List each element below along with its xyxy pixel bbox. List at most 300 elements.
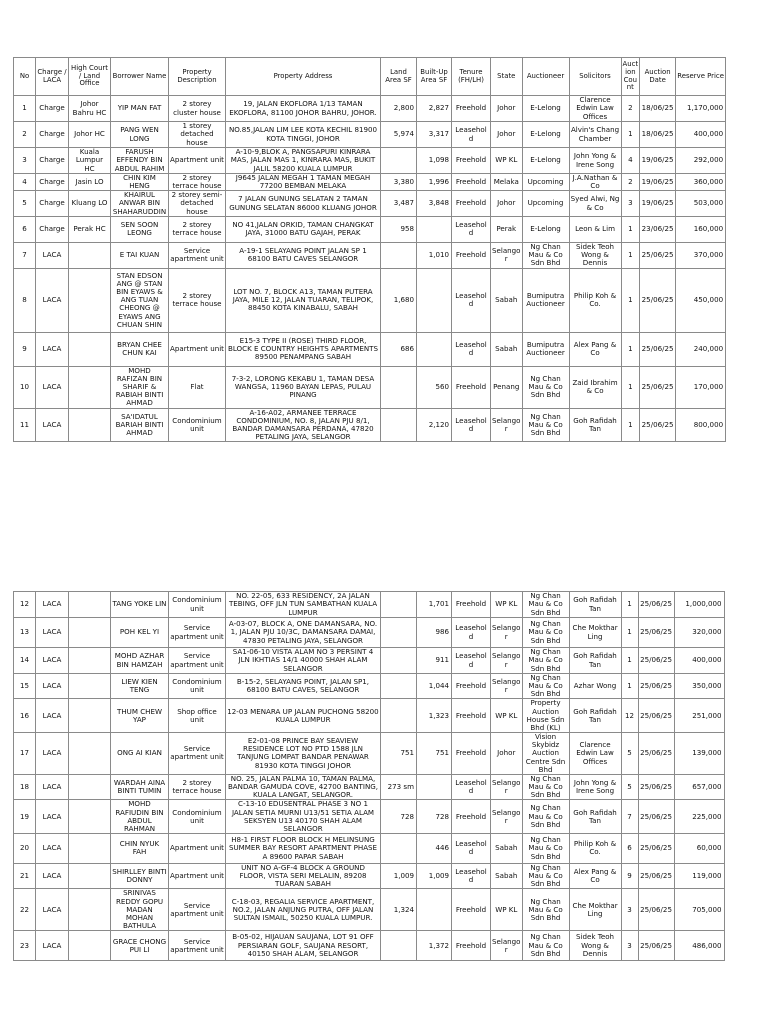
auction-count: 1	[621, 618, 638, 648]
property-address: E15-3 TYPE II (ROSE) THIRD FLOOR, BLOCK E COUNTRY HEIGHTS APARTMENTS 89500 PENAMPANG SABAH	[226, 332, 381, 366]
borrower-name: BRYAN CHEE CHUN KAI	[111, 332, 169, 366]
property-description: Service apartment unit	[169, 242, 226, 268]
table-row	[14, 332, 726, 366]
solicitors: Che Mokthar Ling	[569, 889, 621, 931]
col-header: Property Address	[226, 58, 381, 96]
built-up-area: 560	[417, 366, 452, 408]
court-office	[69, 332, 111, 366]
auctioneer: Ng Chan Mau & Co Sdn Bhd	[522, 833, 569, 863]
property-address: NO. 22-05, 633 RESIDENCY, 2A JALAN TEBING, OFF JLN TUN SAMBATHAN KUALA LUMPUR	[226, 592, 381, 618]
table-row	[14, 191, 726, 216]
solicitors: Goh Rafidah Tan	[569, 800, 621, 834]
borrower-name: FARUSH EFFENDY BIN ABDUL RAHIM	[111, 148, 169, 174]
solicitors: Syed Alwi, Ng & Co	[569, 191, 621, 216]
land-area: 2,800	[381, 96, 417, 122]
built-up-area: 1,996	[417, 174, 452, 191]
row-number: 10	[14, 366, 36, 408]
court-office	[69, 618, 111, 648]
borrower-name: E TAI KUAN	[111, 242, 169, 268]
charge-type: LACA	[36, 800, 69, 834]
reserve-price: 800,000	[676, 408, 726, 442]
table-row	[14, 366, 726, 408]
solicitors: John Yong & Irene Song	[569, 148, 621, 174]
auctioneer: Ng Chan Mau & Co Sdn Bhd	[522, 800, 569, 834]
auction-count: 3	[621, 889, 638, 931]
auction-count: 1	[621, 242, 640, 268]
land-area: 273 sm	[381, 774, 417, 799]
auction-count: 3	[621, 931, 638, 961]
borrower-name: CHIN KIM HENG	[111, 174, 169, 191]
reserve-price: 350,000	[674, 674, 724, 699]
built-up-area: 446	[417, 833, 452, 863]
solicitors: Goh Rafidah Tan	[569, 648, 621, 674]
built-up-area: 1,044	[417, 674, 452, 699]
property-description: Apartment unit	[169, 148, 226, 174]
col-header: State	[491, 58, 523, 96]
property-address: NO 41,JALAN ORKID, TAMAN CHANGKAT JAYA, 31000 BATU GAJAH, PERAK	[226, 216, 381, 242]
property-address: A-16-A02, ARMANEE TERRACE CONDOMINIUM, NO. 8, JALAN PJU 8/1, BANDAR DAMANSARA PERDANA, 47820 PETALING JAYA, SELANGOR	[226, 408, 381, 442]
court-office	[69, 833, 111, 863]
solicitors: Sidek Teoh Wong & Dennis	[569, 242, 621, 268]
state: Sabah	[491, 863, 523, 888]
table-row	[14, 96, 726, 122]
col-header: Auct ion Cou nt	[621, 58, 640, 96]
row-number: 15	[14, 674, 36, 699]
row-number: 21	[14, 863, 36, 888]
land-area	[381, 648, 417, 674]
auction-count: 1	[621, 122, 640, 148]
reserve-price: 170,000	[676, 366, 726, 408]
property-address: NO.85,JALAN LIM LEE KOTA KECHIL 81900 KOTA TINGGI, JOHOR	[226, 122, 381, 148]
row-number: 17	[14, 733, 36, 775]
tenure: Freehold	[452, 96, 491, 122]
tenure: Leasehol d	[452, 216, 491, 242]
charge-type: LACA	[36, 408, 69, 442]
row-number: 19	[14, 800, 36, 834]
auction-date: 25/06/25	[638, 648, 674, 674]
tenure: Freehold	[452, 699, 491, 733]
auction-table-bottom	[13, 591, 725, 961]
auction-date: 25/06/25	[640, 268, 676, 332]
borrower-name: TANG YOKE LIN	[111, 592, 169, 618]
auction-date: 25/06/25	[638, 800, 674, 834]
court-office: Kuala Lumpur HC	[69, 148, 111, 174]
solicitors: Azhar Wong	[569, 674, 621, 699]
auctioneer: Bumiputra Auctioneer	[522, 332, 569, 366]
built-up-area: 751	[417, 733, 452, 775]
row-number: 9	[14, 332, 36, 366]
auction-date: 25/06/25	[640, 408, 676, 442]
row-number: 16	[14, 699, 36, 733]
auction-date: 25/06/25	[640, 366, 676, 408]
auction-count: 1	[621, 592, 638, 618]
court-office	[69, 800, 111, 834]
land-area: 728	[381, 800, 417, 834]
table-row	[14, 268, 726, 332]
property-address: A-19-1 SELAYANG POINT JALAN SP 1 68100 BATU CAVES SELANGOR	[226, 242, 381, 268]
col-header: Charge / LACA	[36, 58, 69, 96]
solicitors: Alvin's Chang Chamber	[569, 122, 621, 148]
auction-date: 25/06/25	[638, 699, 674, 733]
reserve-price: 60,000	[674, 833, 724, 863]
property-description: Condominium unit	[169, 408, 226, 442]
table-row	[14, 648, 725, 674]
auction-count: 1	[621, 332, 640, 366]
tenure: Leasehol d	[452, 122, 491, 148]
court-office	[69, 699, 111, 733]
auction-date: 25/06/25	[638, 674, 674, 699]
property-description: Apartment unit	[169, 863, 226, 888]
borrower-name: MOHD RAFIZAN BIN SHARIF & RABIAH BINTI AHMAD	[111, 366, 169, 408]
built-up-area	[417, 774, 452, 799]
auctioneer: Ng Chan Mau & Co Sdn Bhd	[522, 863, 569, 888]
borrower-name: ONG AI KIAN	[111, 733, 169, 775]
table-row	[14, 889, 725, 931]
built-up-area: 911	[417, 648, 452, 674]
land-area	[381, 833, 417, 863]
property-address: C-18-03, REGALIA SERVICE APARTMENT, NO.2, JALAN ANJUNG PUTRA, OFF JALAN SULTAN ISMAIL, 50250 KUALA LUMPUR.	[226, 889, 381, 931]
reserve-price: 225,000	[674, 800, 724, 834]
solicitors: Goh Rafidah Tan	[569, 699, 621, 733]
property-description: 2 storey cluster house	[169, 96, 226, 122]
charge-type: Charge	[36, 174, 69, 191]
property-description: 1 storey detached house	[169, 122, 226, 148]
court-office	[69, 931, 111, 961]
reserve-price: 1,000,000	[674, 592, 724, 618]
borrower-name: WARDAH AINA BINTI TUMIN	[111, 774, 169, 799]
land-area: 686	[381, 332, 417, 366]
auction-date: 25/06/25	[640, 242, 676, 268]
reserve-price: 360,000	[676, 174, 726, 191]
auctioneer: Ng Chan Mau & Co Sdn Bhd	[522, 674, 569, 699]
table-row	[14, 148, 726, 174]
property-address: C-13-10 EDUSENTRAL PHASE 3 NO 1 JALAN SETIA MURNI U13/51 SETIA ALAM SEKSYEN U13 40170 SHAH ALAM SELANGOR	[226, 800, 381, 834]
state: Selango r	[491, 774, 523, 799]
charge-type: LACA	[36, 931, 69, 961]
row-number: 11	[14, 408, 36, 442]
charge-type: Charge	[36, 191, 69, 216]
property-address: 7 JALAN GUNUNG SELATAN 2 TAMAN GUNUNG SELATAN 86000 KLUANG JOHOR	[226, 191, 381, 216]
property-description: Condominium unit	[169, 800, 226, 834]
auctioneer: Property Auction House Sdn Bhd (KL)	[522, 699, 569, 733]
land-area: 751	[381, 733, 417, 775]
land-area	[381, 931, 417, 961]
land-area	[381, 618, 417, 648]
property-address: E2-01-08 PRINCE BAY SEAVIEW RESIDENCE LOT NO PTD 1588 JLN TANJUNG LOMPAT BANDAR PENAWAR 81930 KOTA TINGGI JOHOR	[226, 733, 381, 775]
row-number: 14	[14, 648, 36, 674]
court-office	[69, 863, 111, 888]
charge-type: LACA	[36, 366, 69, 408]
built-up-area: 2,120	[417, 408, 452, 442]
reserve-price: 486,000	[674, 931, 724, 961]
table-row	[14, 733, 725, 775]
property-description: 2 storey terrace house	[169, 216, 226, 242]
auction-count: 4	[621, 148, 640, 174]
property-address: A-03-07, BLOCK A, ONE DAMANSARA, NO. 1, JALAN PJU 10/3C, DAMANSARA DAMAI, 47830 PETALING JAYA, SELANGOR	[226, 618, 381, 648]
col-header: Auction Date	[640, 58, 676, 96]
solicitors: Clarence Edwin Law Offices	[569, 96, 621, 122]
auctioneer: E-Lelong	[522, 216, 569, 242]
auction-date: 18/06/25	[640, 96, 676, 122]
solicitors: Leon & Lim	[569, 216, 621, 242]
auctioneer: Ng Chan Mau & Co Sdn Bhd	[522, 648, 569, 674]
col-header: Borrower Name	[111, 58, 169, 96]
court-office	[69, 733, 111, 775]
borrower-name: CHIN NYUK FAH	[111, 833, 169, 863]
charge-type: LACA	[36, 733, 69, 775]
court-office: Johor HC	[69, 122, 111, 148]
built-up-area	[417, 332, 452, 366]
solicitors: Goh Rafidah Tan	[569, 592, 621, 618]
auctioneer: E-Lelong	[522, 122, 569, 148]
borrower-name: SHIRLLEY BINTI DONNY	[111, 863, 169, 888]
reserve-price: 1,170,000	[676, 96, 726, 122]
built-up-area: 2,827	[417, 96, 452, 122]
reserve-price: 400,000	[676, 122, 726, 148]
auction-count: 5	[621, 774, 638, 799]
borrower-name: THUM CHEW YAP	[111, 699, 169, 733]
borrower-name: SA'IDATUL BARIAH BINTI AHMAD	[111, 408, 169, 442]
land-area	[381, 242, 417, 268]
row-number: 3	[14, 148, 36, 174]
table-row	[14, 618, 725, 648]
auction-date: 25/06/25	[638, 618, 674, 648]
auction-count: 9	[621, 863, 638, 888]
tenure: Freehold	[452, 931, 491, 961]
table-header-row	[14, 58, 726, 96]
charge-type: LACA	[36, 774, 69, 799]
tenure: Leasehol d	[452, 774, 491, 799]
table-row	[14, 863, 725, 888]
tenure: Leasehol d	[452, 332, 491, 366]
state: Johor	[491, 96, 523, 122]
auction-count: 1	[621, 268, 640, 332]
auction-date: 18/06/25	[640, 122, 676, 148]
state: Johor	[491, 733, 523, 775]
auction-count: 6	[621, 833, 638, 863]
built-up-area: 1,009	[417, 863, 452, 888]
auctioneer: Ng Chan Mau & Co Sdn Bhd	[522, 408, 569, 442]
borrower-name: LIEW KIEN TENG	[111, 674, 169, 699]
auctioneer: Ng Chan Mau & Co Sdn Bhd	[522, 931, 569, 961]
auction-date: 19/06/25	[640, 191, 676, 216]
table-row	[14, 174, 726, 191]
tenure: Leasehol d	[452, 833, 491, 863]
built-up-area: 3,317	[417, 122, 452, 148]
table-row	[14, 674, 725, 699]
row-number: 23	[14, 931, 36, 961]
property-address: A-10-9,BLOK A, PANGSAPURI KINRARA MAS, JALAN MAS 1, KINRARA MAS, BUKIT JALIL 58200 KUALA LUMPUR	[226, 148, 381, 174]
court-office	[69, 242, 111, 268]
court-office	[69, 774, 111, 799]
auctioneer: E-Lelong	[522, 96, 569, 122]
property-description: Service apartment unit	[169, 889, 226, 931]
table-row	[14, 408, 726, 442]
solicitors: Clarence Edwin Law Offices	[569, 733, 621, 775]
auctioneer: Upcoming	[522, 174, 569, 191]
charge-type: LACA	[36, 833, 69, 863]
state: Sabah	[491, 332, 523, 366]
auction-date: 23/06/25	[640, 216, 676, 242]
property-description: Service apartment unit	[169, 618, 226, 648]
col-header: High Court / Land Office	[69, 58, 111, 96]
property-address: H8-1 FIRST FLOOR BLOCK H MELINSUNG SUMMER BAY RESORT APARTMENT PHASE A 89600 PAPAR SABAH	[226, 833, 381, 863]
land-area: 1,324	[381, 889, 417, 931]
property-description: Service apartment unit	[169, 648, 226, 674]
court-office: Johor Bahru HC	[69, 96, 111, 122]
col-header: Auctioneer	[522, 58, 569, 96]
solicitors: Sidek Teoh Wong & Dennis	[569, 931, 621, 961]
auctioneer: Ng Chan Mau & Co Sdn Bhd	[522, 774, 569, 799]
land-area	[381, 592, 417, 618]
state: Selango r	[491, 800, 523, 834]
auction-count: 1	[621, 674, 638, 699]
state: WP KL	[491, 699, 523, 733]
charge-type: Charge	[36, 96, 69, 122]
built-up-area: 1,098	[417, 148, 452, 174]
state: Penang	[491, 366, 523, 408]
built-up-area: 1,372	[417, 931, 452, 961]
property-address: 19, JALAN EKOFLORA 1/13 TAMAN EKOFLORA, 81100 JOHOR BAHRU, JOHOR.	[226, 96, 381, 122]
tenure: Freehold	[452, 366, 491, 408]
reserve-price: 450,000	[676, 268, 726, 332]
col-header: Land Area SF	[381, 58, 417, 96]
built-up-area: 1,701	[417, 592, 452, 618]
property-address: 7-3-2, LORONG KEKABU 1, TAMAN DESA WANGSA, 11960 BAYAN LEPAS, PULAU PINANG	[226, 366, 381, 408]
land-area: 958	[381, 216, 417, 242]
charge-type: LACA	[36, 242, 69, 268]
land-area: 3,487	[381, 191, 417, 216]
tenure: Leasehol d	[452, 618, 491, 648]
state: Sabah	[491, 268, 523, 332]
reserve-price: 370,000	[676, 242, 726, 268]
auctioneer: Upcoming	[522, 191, 569, 216]
reserve-price: 705,000	[674, 889, 724, 931]
table-row	[14, 592, 725, 618]
court-office: Jasin LO	[69, 174, 111, 191]
solicitors: Che Mokthar Ling	[569, 618, 621, 648]
property-address: NO. 25, JALAN PALMA 10, TAMAN PALMA, BANDAR GAMUDA COVE, 42700 BANTING, KUALA LANGAT, SELANGOR.	[226, 774, 381, 799]
auction-count: 2	[621, 174, 640, 191]
court-office	[69, 889, 111, 931]
auction-date: 25/06/25	[638, 774, 674, 799]
auction-count: 1	[621, 408, 640, 442]
court-office	[69, 674, 111, 699]
charge-type: LACA	[36, 889, 69, 931]
property-address: 12-03 MENARA UP JALAN PUCHONG 58200 KUALA LUMPUR	[226, 699, 381, 733]
table-row	[14, 216, 726, 242]
land-area	[381, 148, 417, 174]
auctioneer: Ng Chan Mau & Co Sdn Bhd	[522, 592, 569, 618]
auction-date: 25/06/25	[638, 863, 674, 888]
court-office: Perak HC	[69, 216, 111, 242]
row-number: 6	[14, 216, 36, 242]
col-header: Built-Up Area SF	[417, 58, 452, 96]
solicitors: John Yong & Irene Song	[569, 774, 621, 799]
charge-type: Charge	[36, 216, 69, 242]
property-description: Apartment unit	[169, 833, 226, 863]
charge-type: LACA	[36, 592, 69, 618]
property-description: Apartment unit	[169, 332, 226, 366]
state: WP KL	[491, 148, 523, 174]
table-row	[14, 833, 725, 863]
auction-table-top	[13, 57, 726, 442]
reserve-price: 251,000	[674, 699, 724, 733]
auction-count: 2	[621, 96, 640, 122]
state: Johor	[491, 191, 523, 216]
tenure: Leasehol d	[452, 863, 491, 888]
row-number: 22	[14, 889, 36, 931]
tenure: Leasehol d	[452, 648, 491, 674]
auction-count: 5	[621, 733, 638, 775]
auction-count: 7	[621, 800, 638, 834]
solicitors: Philip Koh & Co.	[569, 833, 621, 863]
reserve-price: 119,000	[674, 863, 724, 888]
property-address: UNIT NO A-GF-4 BLOCK A GROUND FLOOR, VISTA SERI MELALIN, 89208 TUARAN SABAH	[226, 863, 381, 888]
charge-type: LACA	[36, 699, 69, 733]
auction-date: 25/06/25	[638, 592, 674, 618]
court-office	[69, 648, 111, 674]
borrower-name: POH KEL YI	[111, 618, 169, 648]
reserve-price: 657,000	[674, 774, 724, 799]
borrower-name: STAN EDSON ANG @ STAN BIN EYAWS & ANG TUAN CHEONG @ EYAWS ANG CHUAN SHIN	[111, 268, 169, 332]
state: Selango r	[491, 618, 523, 648]
property-description: Service apartment unit	[169, 931, 226, 961]
col-header: Solicitors	[569, 58, 621, 96]
borrower-name: KHAIRUL ANWAR BIN SHAHARUDDIN	[111, 191, 169, 216]
auction-count: 1	[621, 366, 640, 408]
auction-count: 12	[621, 699, 638, 733]
table-row	[14, 699, 725, 733]
col-header: Reserve Price	[676, 58, 726, 96]
property-description: 2 storey terrace house	[169, 268, 226, 332]
state: Melaka	[491, 174, 523, 191]
built-up-area: 1,010	[417, 242, 452, 268]
row-number: 20	[14, 833, 36, 863]
auction-count: 1	[621, 648, 638, 674]
borrower-name: MOHD AZHAR BIN HAMZAH	[111, 648, 169, 674]
built-up-area	[417, 268, 452, 332]
state: WP KL	[491, 889, 523, 931]
reserve-price: 160,000	[676, 216, 726, 242]
tenure: Freehold	[452, 889, 491, 931]
built-up-area	[417, 889, 452, 931]
reserve-price: 139,000	[674, 733, 724, 775]
state: Selango r	[491, 408, 523, 442]
col-header: Tenure (FH/LH)	[452, 58, 491, 96]
auctioneer: Vision Skybidz Auction Centre Sdn Bhd	[522, 733, 569, 775]
row-number: 12	[14, 592, 36, 618]
tenure: Freehold	[452, 174, 491, 191]
reserve-price: 320,000	[674, 618, 724, 648]
land-area	[381, 408, 417, 442]
state: Perak	[491, 216, 523, 242]
charge-type: Charge	[36, 148, 69, 174]
tenure: Freehold	[452, 800, 491, 834]
state: Sabah	[491, 833, 523, 863]
charge-type: Charge	[36, 122, 69, 148]
tenure: Leasehol d	[452, 408, 491, 442]
property-description: 2 storey terrace house	[169, 174, 226, 191]
borrower-name: YIP MAN FAT	[111, 96, 169, 122]
row-number: 13	[14, 618, 36, 648]
auction-count: 3	[621, 191, 640, 216]
property-description: Condominium unit	[169, 592, 226, 618]
charge-type: LACA	[36, 618, 69, 648]
built-up-area: 986	[417, 618, 452, 648]
tenure: Leasehol d	[452, 268, 491, 332]
row-number: 1	[14, 96, 36, 122]
